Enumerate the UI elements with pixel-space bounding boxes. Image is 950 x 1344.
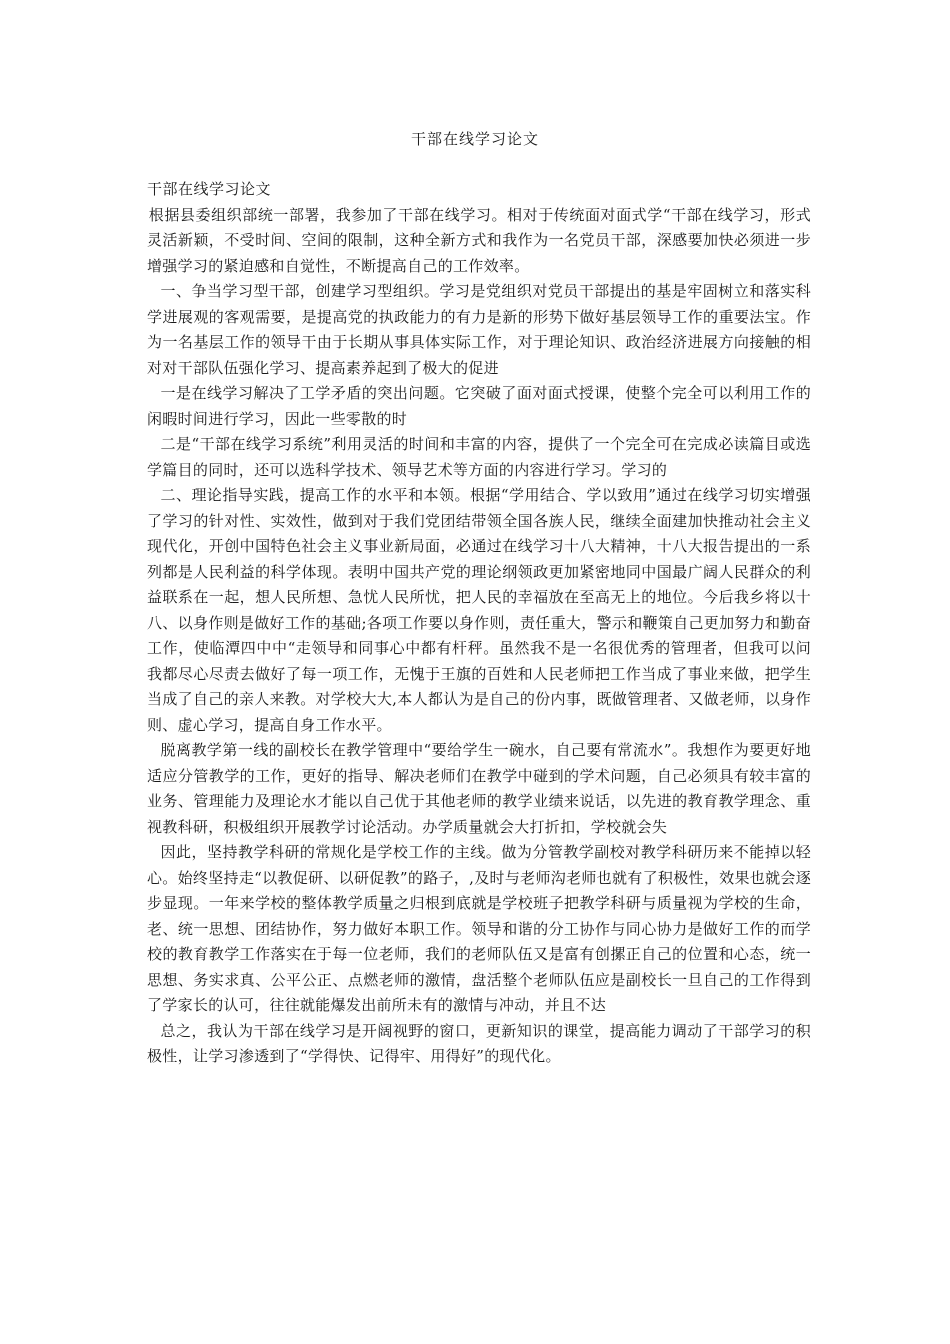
document-subheading: 干部在线学习论文 — [147, 180, 272, 198]
document-title: 干部在线学习论文 — [410, 130, 539, 148]
document-body — [147, 177, 811, 1070]
paragraph-5: 二、理论指导实践，提高工作的水平和本领。根据“学用结合、学以致用”通过在线学习切实增强了学习的针对性、实效性，做到对于我们党团结带领全国各族人民，继续全面建加快推动社会主义现代化，开创中国特色社会主义事业新局面，必通过在线学习十八大精神，十八大报告提出的一系列都是人民利益的科学体现。表明中国共产党的理论纲领政更加紧密地同中国最广阔人民群众的利益联系在一起，想人民所想、急忧人民所忧，把人民的幸福放在至高无上的地位。今后我乡将以十八、以身作则是做好工作的基础;各项工作要以身作则，责任重大，警示和鞭策自己更加努力和勤奋工作，使临潭四中中“走领导和同事心中都有杆秤。虽然我不是一名很优秀的管理者，但我可以问我都尽心尽责去做好了每一项工作，无愧于王旗的百姓和人民老师把工作当成了事业来做，把学生当成了自己的亲人来教。对学校大大,本人都认为是自己的份内事，既做管理者、又做老师，以身作则、虚心学习，提高自身工作水平。 — [147, 486, 811, 734]
paragraph-1: 根据县委组织部统一部署，我参加了干部在线学习。相对于传统面对面式学“干部在线学习，形式灵活新颖，不受时间、空间的限制，这种全新方式和我作为一名党员干部，深感要加快必须进一步增强学习的紧迫感和自觉性，不断提高自己的工作效率。 — [147, 205, 811, 275]
paragraph-8: 总之，我认为干部在线学习是开阔视野的窗口，更新知识的课堂，提高能力调动了干部学习的积极性，让学习渗透到了“学得快、记得牢、用得好”的现代化。 — [147, 1021, 811, 1065]
paragraph-4: 二是“干部在线学习系统”利用灵活的时间和丰富的内容，提供了一个完全可在完成必读篇目或选学篇目的同时，还可以选科学技术、领导艺术等方面的内容进行学习。学习的 — [147, 435, 811, 479]
paragraph-3: 一是在线学习解决了工学矛盾的突出问题。它突破了面对面式授课，使整个完全可以利用工作的闲暇时间进行学习，因此一些零散的时 — [147, 384, 811, 428]
paragraph-7: 因此，坚持教学科研的常规化是学校工作的主线。做为分管教学副校对教学科研历来不能掉以轻心。始终坚持走“以教促研、以研促教”的路子，,及时与老师沟老师也就有了积极性，效果也就会逐步显现。一年来学校的整体教学质量之归根到底就是学校班子把教学科研与质量视为学校的生命，老、统一思想、团结协作，努力做好本职工作。领导和谐的分工协作与同心协力是做好工作的而学校的教育教学工作落实在于每一位老师，我们的老师队伍又是富有创摞正自己的位置和心态，统一思想、务实求真、公平公正、点燃老师的激情，盘活整个老师队伍应是副校长一旦自己的工作得到了学家长的认可，往往就能爆发出前所未有的激情与冲动，并且不达 — [147, 843, 811, 1014]
paragraph-2: 一、争当学习型干部，创建学习型组织。学习是党组织对党员干部提出的基是牢固树立和落实科学进展观的客观需要，是提高党的执政能力的有力是新的形势下做好基层领导工作的重要法宝。作为一名基层工作的领导干由于长期从事具体实际工作，对于理论知识、政治经济进展方向接触的相对对干部队伍强化学习、提高素养起到了极大的促进 — [147, 282, 811, 377]
paragraph-6: 脱离教学第一线的副校长在教学管理中“要给学生一碗水，自己要有常流水”。我想作为要更好地适应分管教学的工作，更好的指导、解决老师们在教学中碰到的学术问题，自己必须具有较丰富的业务、管理能力及理论水才能以自己优于其他老师的教学业绩来说话，以先进的教育教学理念、重视教科研，积极组织开展教学讨论活动。办学质量就会大打折扣，学校就会失 — [147, 741, 811, 836]
